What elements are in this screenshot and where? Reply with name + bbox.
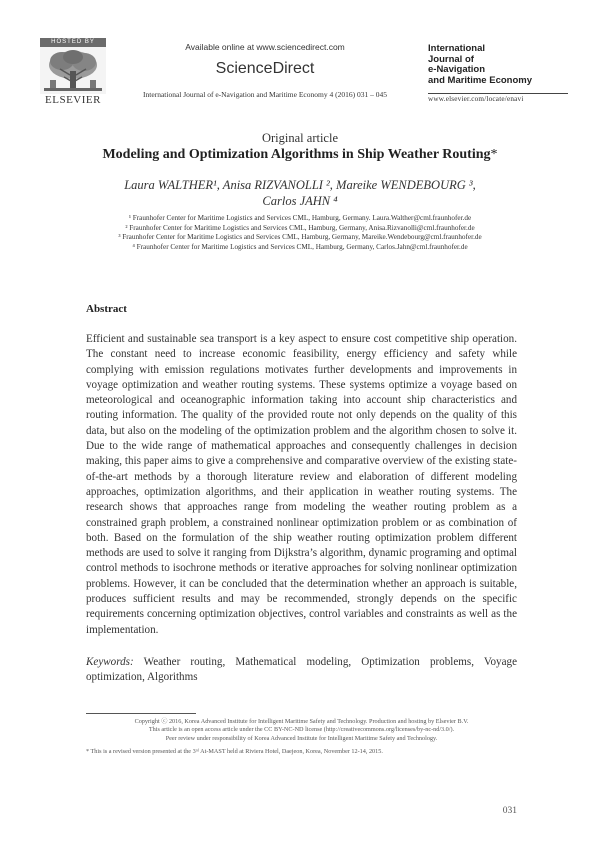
license-line: This article is an open access article under the CC BY-NC-ND license (http://creativecommons.org/licenses/by-nc-nd/3.0/). (148, 726, 455, 734)
sciencedirect-title: ScienceDirect (215, 60, 315, 77)
journal-divider (428, 93, 568, 94)
hosted-by-label: HOSTED BY (40, 38, 106, 47)
affiliation-item: ¹ Fraunhofer Center for Maritime Logistics and Services CML, Hamburg, Germany. Laura.Walther@cml.fraunhofer.de (128, 214, 472, 222)
available-online-text: Available online at www.sciencedirect.com (185, 42, 345, 52)
footnote: * This is a revised version presented at the 3ʳᵈ At-MAST held at Riviera Hotel, Daejeon, Korea, November 12-14, 2015. (86, 748, 383, 755)
article-title (0, 147, 600, 163)
affiliation-item: ² Fraunhofer Center for Maritime Logistics and Services CML, Hamburg, Germany, Anisa.Rizvanolli@cml.fraunhofer.de (125, 223, 475, 232)
journal-name-line: Journal of (428, 53, 474, 65)
journal-name-line: and Maritime Economy (428, 74, 532, 86)
elsevier-logo (40, 38, 106, 106)
elsevier-tree-icon (40, 47, 106, 94)
journal-citation: International Journal of e-Navigation and Maritime Economy 4 (2016) 031 – 045 (143, 90, 387, 99)
author-list (100, 177, 500, 209)
title-footnote-mark: * (490, 147, 498, 162)
article-title-text: Modeling and Optimization Algorithms in Ship Weather Routing (102, 147, 491, 162)
keywords (86, 655, 517, 686)
journal-name (428, 44, 558, 86)
journal-url: www.elsevier.com/locate/enavi (428, 95, 524, 103)
abstract-text: Efficient and sustainable sea transport is a key aspect to ensure cost competitive ship operation. The constant need to increase economic feasibility, energy efficiency and safety while complying with emission regulations motivates further developments and improvements in voyage optimization and weather routing systems. These systems optimize a voyage based on meteorological and oceanographic information taking into account ship characteristics and routing information. The quality of the provided route not only depends on the quality of this data, but also on the modeling of the optimization problem and the algorithm chosen to solve it. Due to the wide range of mathematical approaches and consequently challenges in decision making, this paper aims to give a comprehensive and comparative overview of the existing state-of-the-art methods by a thorough literature review and elaboration of different modeling approaches, optimization algorithms, and their application in weather routing systems. The research shows that approaches range from modeling the weather routing problem as a constrained graph problem, a constrained nonlinear optimization problem or as combination of both. Based on the formulation of the ship weather routing optimization problem different methods are used to solve it ranging from Dijkstra’s algorithm, dynamic programing and optimal control methods to isochrone methods or iterative approaches for solving nonlinear optimization problems. However, it can be concluded that the determination whether an approach is suitable, produces sufficient results and may be recommended, strongly depends on the specific requirements concerning optimization objectives, control variables and constraints as well as the implementation. (86, 333, 517, 636)
keywords-text: Weather routing, Mathematical modeling, Optimization problems, Voyage optimization, Algorithms (86, 656, 517, 684)
affiliation-item: ⁴ Fraunhofer Center for Maritime Logistics and Services CML, Hamburg, Germany, Carlos.Jahn@cml.fraunhofer.de (132, 242, 468, 251)
article-type: Original article (261, 131, 338, 145)
affiliations (60, 214, 540, 252)
journal-name-line: International (428, 43, 486, 54)
keywords-label: Keywords: (86, 656, 134, 668)
author-line: Laura WALTHER¹, Anisa RIZVANOLLI ², Mareike WENDEBOURG ³, (124, 178, 476, 192)
author-line: Carlos JAHN ⁴ (262, 194, 338, 208)
journal-name-line: e-Navigation (428, 64, 486, 75)
copyright-notice (86, 718, 517, 743)
publisher-name: ELSEVIER (45, 94, 101, 106)
page-number: 031 (502, 806, 517, 816)
footnote-divider (86, 713, 196, 714)
affiliation-item: ³ Fraunhofer Center for Maritime Logistics and Services CML, Hamburg, Germany, Mareike.Wendebourg@cml.fraunhofer.de (118, 233, 482, 242)
peer-review-line: Peer review under responsibility of Korea Advanced Institute for Intelligent Maritime Safety and Technology. (165, 734, 438, 742)
abstract-heading: Abstract (86, 303, 127, 315)
copyright-line: Copyright ⓒ 2016, Korea Advanced Institute for Intelligent Maritime Safety and Technology. Production and hosting by Elsevier B.V. (134, 718, 469, 725)
